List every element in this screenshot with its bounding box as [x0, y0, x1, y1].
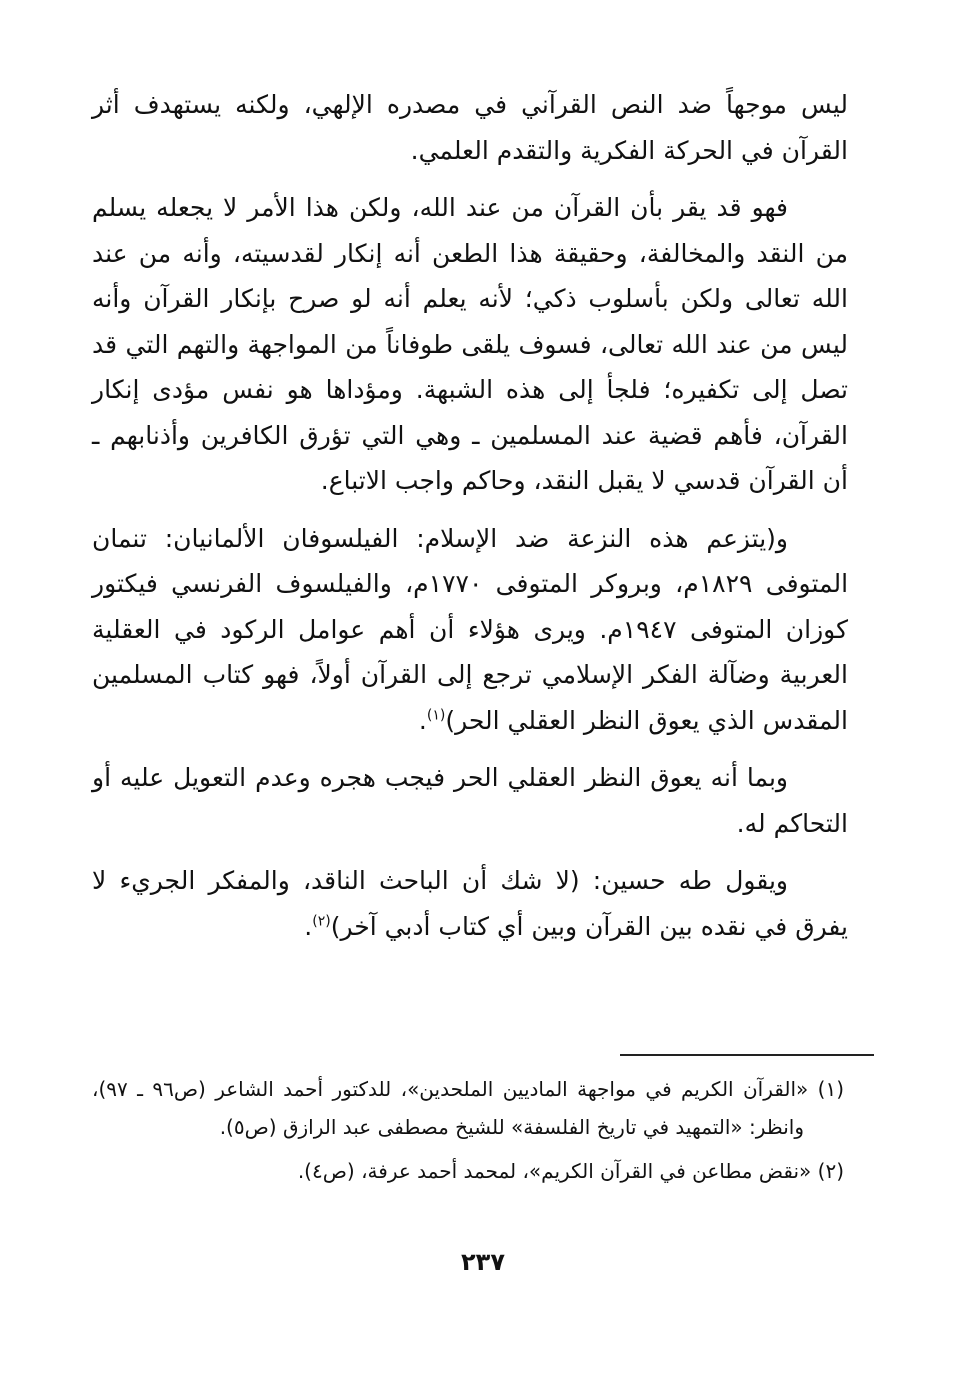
paragraph-4: وبما أنه يعوق النظر العقلي الحر فيجب هجره وعدم التعويل عليه أو التحاكم له. — [92, 763, 848, 838]
paragraph-3: و(يتزعم هذه النزعة ضد الإسلام: الفيلسوفان الألمانيان: تنمان المتوفى ١٨٢٩م، وبروكر المتوفى ١٧٧٠م، والفيلسوف الفرنسي فيكتور كوزان المتوفى ١٩٤٧م. ويرى هؤلاء أن أهم عوامل الركود في العقلية العربية وضآلة الفكر الإسلامي ترجع إلى القرآن أولاً، فهو كتاب المسلمين المقدس الذي يعوق النظر العقلي الحر)$^{(١)}$. — [92, 523, 849, 735]
page-body — [92, 82, 848, 949]
paragraph-1: ليس موجهاً ضد النص القرآني في مصدره الإلهي، ولكنه يستهدف أثر القرآن في الحركة الفكرية والتقدم العلمي. — [92, 90, 848, 165]
paragraph-5: ويقول طه حسين: (لا شك أن الباحث الناقد، والمفكر الجريء لا يفرق في نقده بين القرآن وبين أي كتاب أدبي آخر)$^{(٢)}$. — [92, 866, 848, 941]
page-number: ٢٣٧ — [461, 1248, 505, 1276]
footnote-2: (٢) «نقض مطاعن في القرآن الكريم»، لمحمد أحمد عرفة، (ص٤). — [297, 1159, 844, 1183]
footnote-ref-2: (٢) — [312, 913, 331, 930]
footnote-1: (١) «القرآن الكريم في مواجهة الماديين الملحدين»، للدكتور أحمد الشاعر (ص٩٦ ـ ٩٧)، وانظر: «التمهيد في تاريخ الفلسفة» للشيخ مصطفى عبد الرازق (ص٥). — [92, 1077, 844, 1139]
footnote-ref-1: (١) — [426, 707, 446, 724]
main-text — [92, 82, 848, 949]
footnote-divider — [620, 1054, 874, 1056]
paragraph-2: فهو قد يقر بأن القرآن من عند الله، ولكن هذا الأمر لا يجعله يسلم من النقد والمخالفة، وحقيقة هذا الطعن أنه إنكار لقدسيته، وأنه من عند الله تعالى ولكن بأسلوب ذكي؛ لأنه يعلم أنه لو صرح بإنكار القرآن وأنه ليس من عند الله تعالى، فسوف يلقى طوفاناً من المواجهة والتهم التي قد تصل إلى تكفيره؛ فلجأ إلى هذه الشبهة. ومؤداها هو نفس مؤدى إنكار القرآن، فأهم قضية عند المسلمين ـ وهي التي تؤرق الكافرين وأذنابهم ـ أن القرآن قدسي لا يقبل النقد، وحاكم واجب الاتباع. — [92, 193, 848, 495]
footnotes — [92, 1070, 844, 1190]
